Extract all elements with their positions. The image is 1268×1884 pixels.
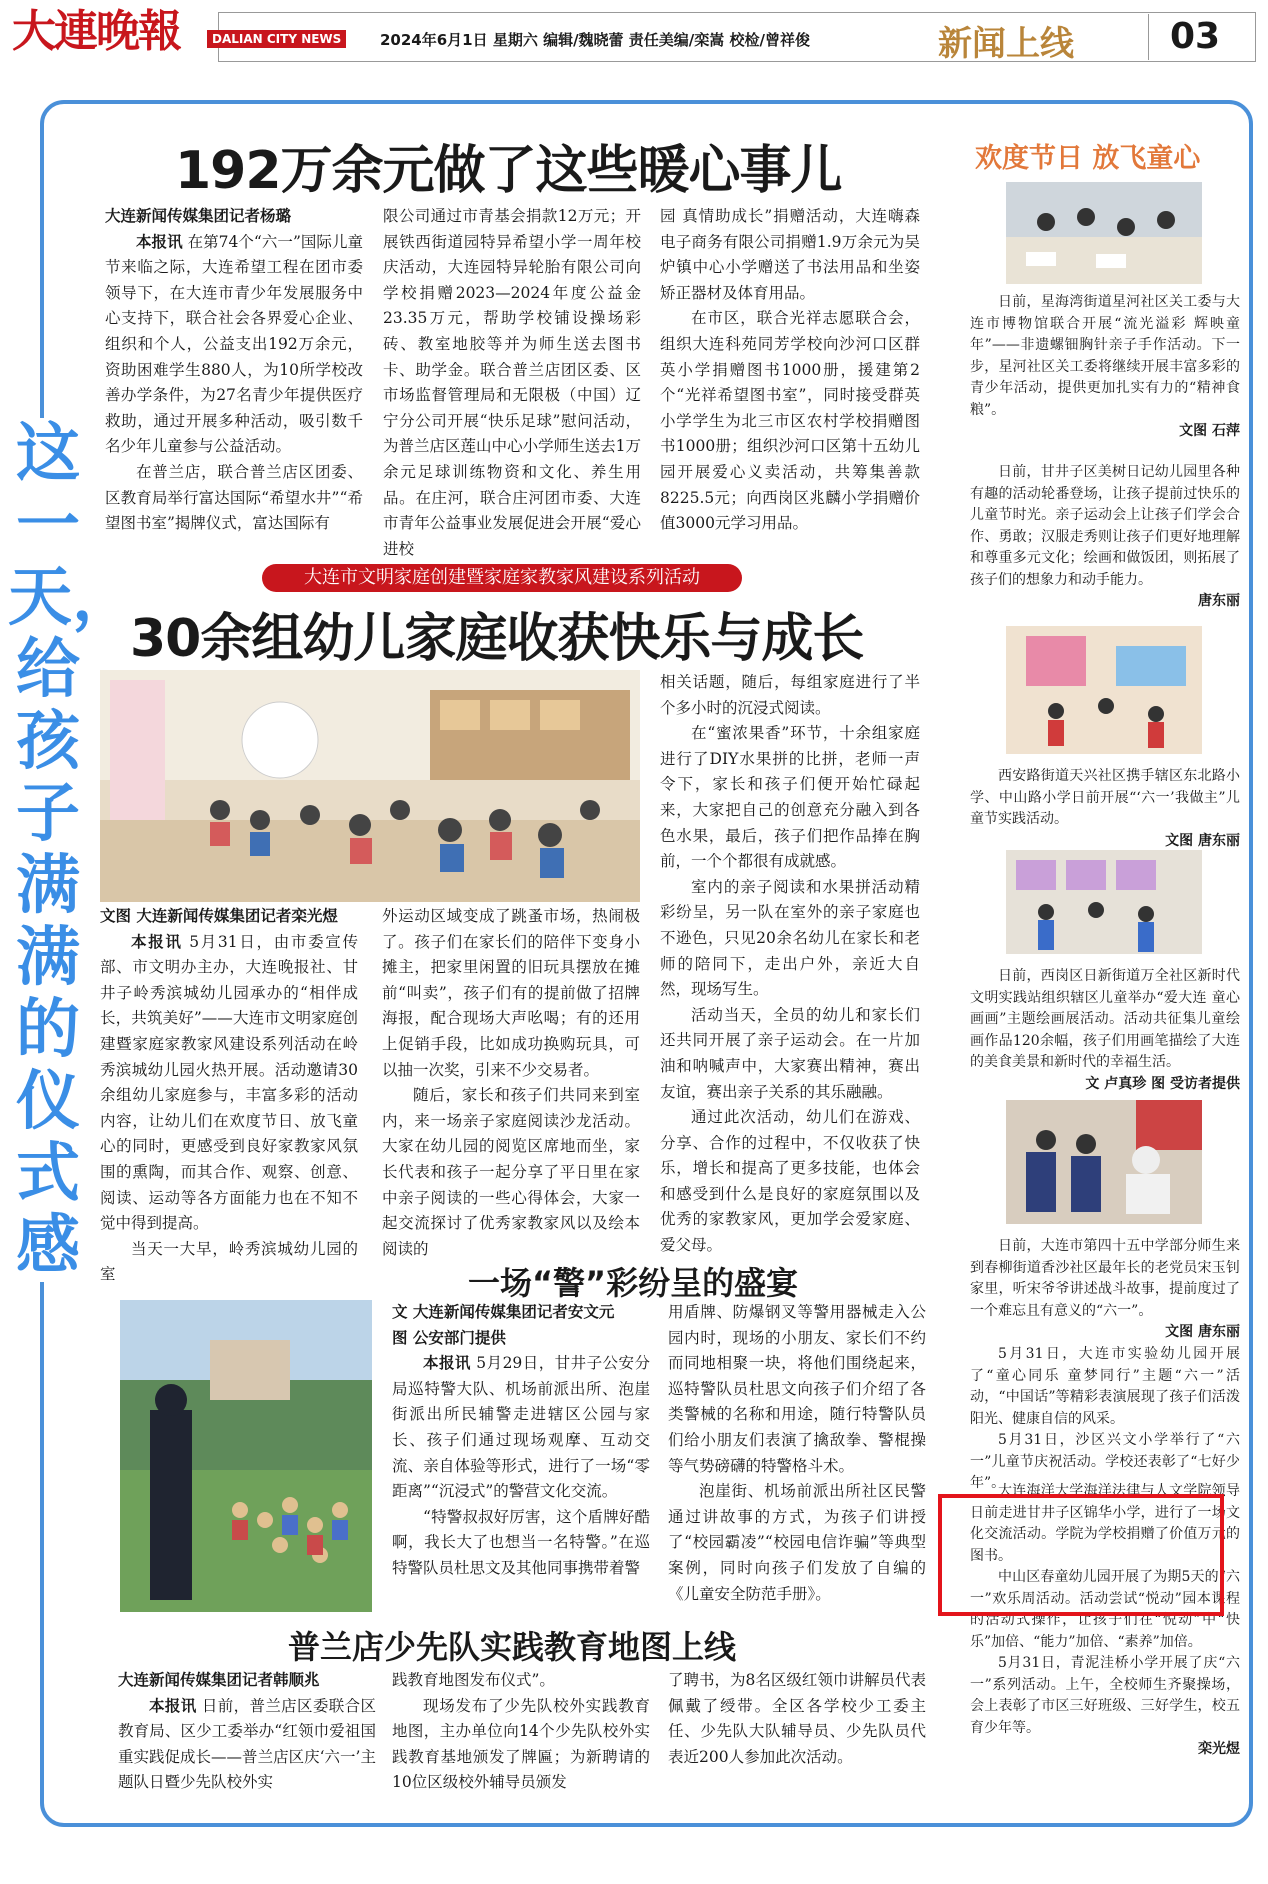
paragraph: 相关话题，随后，每组家庭进行了半个多小时的沉浸式阅读。 <box>660 673 920 717</box>
article2-col3 <box>660 670 920 1254</box>
sidebar-credit: 文图 石萍 <box>1179 423 1240 439</box>
article1-col2 <box>383 204 641 558</box>
paragraph: 用盾牌、防爆钢叉等警用器械走入公园内时，现场的小朋友、家长们不约而同地相聚一块，将他们围绕起来，巡特警队员杜思文向孩子们介绍了各类警械的名称和用途，随行特警队员们给小朋友们表演了擒敌拳、警棍操等气势磅礴的特警格斗术。 <box>668 1303 926 1475</box>
dateline: 本报讯 <box>131 932 183 951</box>
paragraph: 5月31日，由市委宣传部、市文明办主办，大连晚报社、甘井子岭秀滨城幼儿园承办的“相伴成长，共筑美好”——大连市文明家庭创建暨家庭家教家风建设系列活动在岭秀滨城幼儿园火热开展。活动邀请30余组幼儿家庭参与，丰富多彩的活动内容，让幼儿们在欢度节日、放飞童心的同时，更感受到良好家教家风氛围的熏陶，而其合作、观察、创意、阅读、运动等各方面能力也在不知不觉中得到提高。 <box>100 932 358 1233</box>
page-number: 03 <box>1170 16 1221 57</box>
sidebar-item-2 <box>970 462 1240 610</box>
paragraph: 在“蜜浓果香”环节，十余组家庭进行了DIY水果拼的比拼，老师一声令下，家长和孩子们便开始忙碌起来，大家把自己的创意充分融入到各色水果，最后，孩子们把作品捧在胸前，一个个都很有成就感。 <box>660 724 920 871</box>
article1-headline: 192万余元做了这些暖心事儿 <box>175 141 842 201</box>
paragraph: 外运动区域变成了跳蚤市场，热闹极了。孩子们在家长们的陪伴下变身小摊主，把家里闲置的旧玩具摆放在摊前“叫卖”，孩子们有的提前做了招牌海报，配合现场大声吆喝；有的还用上促销手段，比如成功换购玩具，可以抽一次奖，引来不少交易者。 <box>382 907 640 1079</box>
sidebar-item-5 <box>970 1236 1240 1340</box>
sidebar-title: 欢度节日 放飞童心 <box>975 143 1201 174</box>
vertical-title: 这一天，给孩子满满的仪式感 <box>8 417 136 1283</box>
dateline: 本报讯 <box>149 1696 197 1715</box>
newspaper-logo-en: DALIAN CITY NEWS <box>207 30 346 48</box>
painting-exhibit-photo <box>1006 850 1202 954</box>
article2-headline: 30余组幼儿家庭收获快乐与成长 <box>130 609 864 669</box>
sidebar-credit: 文图 唐东丽 <box>1165 832 1240 849</box>
sidebar-item-3 <box>970 766 1240 849</box>
article3-photo <box>120 1300 372 1612</box>
paragraph: 泡崖街、机场前派出所社区民警通过讲故事的方式，为孩子们讲授了“校园霸凌”“校园电信诈骗”等典型案例，同时向孩子们发放了自编的《儿童安全防范手册》。 <box>668 1482 926 1603</box>
sidebar-item-1 <box>970 292 1240 460</box>
article3-col1 <box>392 1300 650 1614</box>
article4-col3 <box>668 1668 926 1818</box>
sidebar-paragraph: 西安路街道天兴社区携手辖区东北路小学、中山路小学日前开展“‘六一’我做主”儿童节实践活动。 <box>970 768 1240 827</box>
masthead-divider <box>1148 14 1149 60</box>
sidebar-paragraph: 日前，西岗区日新街道万全社区新时代文明实践站组织辖区儿童举办“爱大连 童心画画”主题绘画展活动。活动共征集儿童绘画作品120余幅，孩子们用画笔描绘了大连的美食美景和新时代的幸福生活。 <box>970 968 1240 1070</box>
kindergarten-reading-photo <box>100 670 640 902</box>
article2-photo <box>100 670 640 902</box>
series-banner: 大连市文明家庭创建暨家庭家教家风建设系列活动 <box>262 564 742 592</box>
issue-info: 2024年6月1日 星期六 编辑/魏晓蕾 责任美编/栾嵩 校检/曾祥俊 <box>380 31 810 49</box>
police-demo-photo <box>120 1300 372 1612</box>
sidebar-credit: 唐东丽 <box>1198 593 1240 609</box>
article1-col3 <box>660 204 920 533</box>
sidebar-paragraph: 5月31日，青泥洼桥小学开展了庆“六一”系列活动。上午，全校师生齐聚操场，会上表彰了市区三好班级、三好学生，校五育少年等。 <box>970 1655 1240 1736</box>
sidebar-paragraph: 日前，甘井子区美树日记幼儿园里各种有趣的活动轮番登场，让孩子提前过快乐的儿童节时光。亲子运动会上让孩子们学会合作、勇敢；汉服走秀则让孩子们更好地理解和尊重多元文化；绘画和做饭团，则拓展了孩子们的想象力和动手能力。 <box>970 464 1240 588</box>
highlight-box <box>938 1494 1224 1616</box>
article4-col2 <box>392 1668 650 1818</box>
sidebar-paragraph: 日前，星海湾街道星河社区关工委与大连市博物馆联合开展“流光溢彩 辉映童年”——非遗螺钿胸针亲子手作活动。下一步，星河社区关工委将继续开展丰富多彩的青少年活动，提供更加扎实有力的“精神食粮”。 <box>970 294 1240 418</box>
sidebar-paragraph: 5月31日，沙区兴文小学举行了“六一”儿童节庆祝活动。学校还表彰了“七好少年”。 <box>970 1432 1240 1491</box>
dateline: 本报讯 <box>136 232 183 251</box>
article4-byline: 大连新闻传媒集团记者韩顺兆 <box>118 1671 320 1689</box>
newspaper-logo: 大連晚報 <box>12 6 180 57</box>
article4-headline: 普兰店少先队实践教育地图上线 <box>288 1628 737 1666</box>
sidebar-photo-3 <box>1006 850 1202 954</box>
paragraph: 日前，普兰店区委联合区教育局、区少工委举办“红领巾爱祖国 重实践促成长——普兰店区庆‘六一’主题队日暨少先队校外实 <box>118 1696 376 1792</box>
article2-col2 <box>382 904 640 1258</box>
article3-photo-credit: 图 公安部门提供 <box>392 1328 506 1347</box>
sidebar-credit: 文 卢真珍 图 受访者提供 <box>1085 1075 1240 1092</box>
paragraph: 当天一大早，岭秀滨城幼儿园的室 <box>100 1239 358 1284</box>
sidebar-photo-1 <box>1006 182 1202 284</box>
paragraph: 在第74个“六一”国际儿童节来临之际，大连希望工程在团市委领导下，在大连市青少年发展服务中心支持下，联合社会各界爱心企业、组织和个人，公益支出192万余元，资助困难学生880人，为10所学校改善办学条件，为27名青少年提供医疗救助，通过开展多种活动，吸引数千名少年儿童参与公益活动。 <box>105 232 363 456</box>
article3-col2 <box>668 1300 926 1614</box>
paragraph: 在市区，联合光祥志愿联合会，组织大连科苑同芳学校向沙河口区群英小学捐赠图书1000册，援建第2个“光祥希望图书室”，同时接受群英小学学生为北三市区农村学校捐赠图书1000册；组织沙河口区第十五幼儿园开展爱心义卖活动，共筹集善款8225.5元；向西岗区兆麟小学捐赠价值3000元学习用品。 <box>660 309 920 533</box>
sidebar-paragraph: 日前，大连市第四十五中学部分师生来到春柳街道香沙社区最年长的老党员宋玉钊家里，听宋爷爷讲述战斗故事，提前度过了一个难忘且有意义的“六一”。 <box>970 1238 1240 1319</box>
paragraph: 活动当天，全员的幼儿和家长们还共同开展了亲子运动会。在一片加油和呐喊声中，大家赛出精神，赛出友谊，赛出亲子关系的其乐融融。 <box>660 1005 920 1101</box>
veteran-visit-photo <box>1006 1100 1202 1224</box>
paragraph: 园 真情助成长”捐赠活动，大连嗨森电子商务有限公司捐赠1.9万余元为吴炉镇中心小学赠送了书法用品和坐姿矫正器材及体育用品。 <box>660 207 920 302</box>
sidebar-credit: 文图 唐东丽 <box>1165 1324 1240 1340</box>
article2-col1 <box>100 904 358 1284</box>
paragraph: 随后，家长和孩子们共同来到室内，来一场亲子家庭阅读沙龙活动。大家在幼儿园的阅览区席地而坐，家长代表和孩子一起分享了平日里在家中亲子阅读的一些心得体会，大家一起交流探讨了优秀家教家风以及绘本阅读的 <box>382 1086 640 1258</box>
sidebar-paragraph: 中山区春童幼儿园开展了为期5天的“六一”欢乐周活动。活动尝试“悦动”园本课程的活动式操作，让孩子们在“悦动”中“快乐”加倍、“能力”加倍、“素养”加倍。 <box>970 1569 1240 1650</box>
paragraph: 通过此次活动，幼儿们在游戏、分享、合作的过程中，不仅收获了快乐，增长和提高了更多技能，也体会和感受到什么是良好的家庭氛围以及优秀的家教家风，更加学会爱家庭、爱父母。 <box>660 1108 920 1255</box>
paragraph: “特警叔叔好厉害，这个盾牌好酷啊，我长大了也想当一名特警。”在巡特警队员杜思文及其他同事携带着警 <box>392 1507 650 1577</box>
sidebar-photo-2 <box>1006 626 1202 754</box>
article1-byline: 大连新闻传媒集团记者杨璐 <box>105 207 292 225</box>
article4-col1 <box>118 1668 376 1818</box>
paragraph: 5月29日，甘井子公安分局巡特警大队、机场前派出所、泡崖街派出所民辅警走进辖区公园与家长、孩子们通过现场观摩、互动交流、亲自体验等形式，进行了一场“零距离”“沉浸式”的警营文化交流。 <box>392 1354 650 1501</box>
paragraph: 限公司通过市青基会捐款12万元；开展铁西街道园特异希望小学一周年校庆活动，大连园特异轮胎有限公司向学校捐赠2023—2024年度公益金23.35万元，帮助学校铺设操场彩砖、教室地胶等并为师生送去图书卡、助学金。联合普兰店团区委、区市场监督管理局和无限极（中国）辽宁分公司开展“快乐足球”慰问活动，为普兰店区莲山中心小学师生送去1万余元足球训练物资和文化、养生用品。在庄河，联合庄河团市委、大连市青年公益事业发展促进会开展“爱心进校 <box>383 207 641 558</box>
paragraph: 践教育地图发布仪式”。 <box>392 1671 555 1689</box>
article3-byline: 文 大连新闻传媒集团记者安文元 <box>392 1303 615 1321</box>
paragraph: 了聘书，为8名区级红领巾讲解员代表佩戴了绶带。全区各学校少工委主任、少先队大队辅导员、少先队员代表近200人参加此次活动。 <box>668 1671 926 1766</box>
sidebar-highlighted-paragraph: 大连海洋大学海洋法律与人文学院领导日前走进甘井子区锦华小学，进行了一场文化交流活动。学院为学校捐赠了价值万元的图书。 <box>970 1483 1240 1564</box>
section-name: 新闻上线 <box>938 24 1074 64</box>
paragraph: 在普兰店，联合普兰店区团委、区教育局举行富达国际“希望水井”“希望图书室”揭牌仪式，富达国际有 <box>105 462 363 533</box>
dateline: 本报讯 <box>423 1354 471 1373</box>
craft-class-photo <box>1006 182 1202 284</box>
sidebar-photo-4 <box>1006 1100 1202 1224</box>
article3-headline: 一场“警”彩纷呈的盛宴 <box>468 1264 799 1302</box>
sidebar-credit: 栾光煜 <box>1198 1741 1240 1757</box>
children-activity-photo <box>1006 626 1202 754</box>
sidebar-paragraph: 5月31日，大连市实验幼儿园开展了“童心同乐 童梦同行”主题“六一”活动，“中国话”等精彩表演展现了孩子们活泼阳光、健康自信的风采。 <box>970 1346 1240 1427</box>
paragraph: 现场发布了少先队校外实践教育地图，主办单位向14个少先队校外实践教育基地颁发了牌匾；为新聘请的10位区级校外辅导员颁发 <box>392 1696 650 1792</box>
article1-col1 <box>105 204 363 533</box>
sidebar-item-4 <box>970 966 1240 1092</box>
paragraph: 室内的亲子阅读和水果拼活动精彩纷呈，另一队在室外的亲子家庭也不逊色，只见20余名幼儿在家长和老师的陪同下，走出户外，亲近大自然，现场写生。 <box>660 877 920 999</box>
article2-byline: 文图 大连新闻传媒集团记者栾光煜 <box>100 907 338 925</box>
